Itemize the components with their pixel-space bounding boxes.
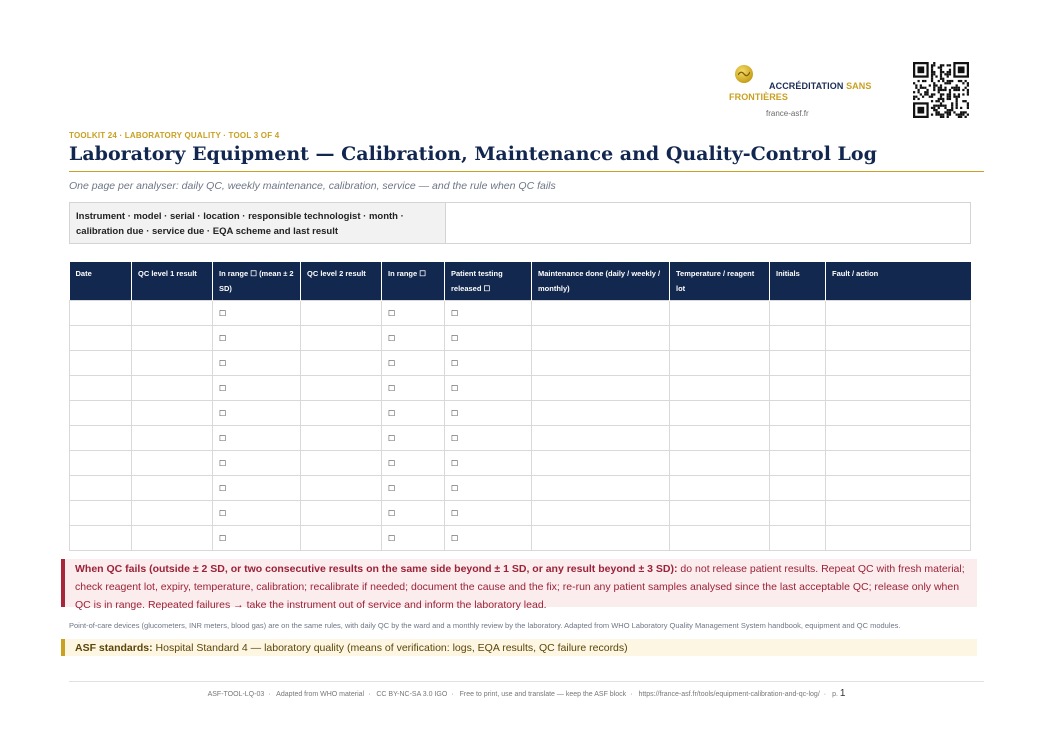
entry-cell[interactable] — [301, 326, 382, 351]
entry-cell[interactable] — [670, 526, 770, 551]
checkbox-cell[interactable]: ☐ — [382, 301, 445, 326]
entry-cell[interactable] — [670, 426, 770, 451]
entry-cell[interactable] — [670, 401, 770, 426]
checkbox-cell[interactable]: ☐ — [382, 376, 445, 401]
instrument-info-field[interactable] — [446, 203, 970, 243]
entry-cell[interactable] — [70, 301, 132, 326]
entry-cell[interactable] — [532, 376, 670, 401]
entry-cell[interactable] — [132, 501, 213, 526]
checkbox-cell[interactable]: ☐ — [445, 476, 532, 501]
column-header: Fault / action — [826, 262, 971, 301]
entry-cell[interactable] — [132, 401, 213, 426]
checkbox-cell[interactable]: ☐ — [382, 401, 445, 426]
entry-cell[interactable] — [532, 326, 670, 351]
entry-cell[interactable] — [670, 351, 770, 376]
instrument-info-box — [69, 202, 971, 244]
checkbox-cell[interactable]: ☐ — [382, 526, 445, 551]
table-row — [70, 351, 971, 376]
entry-cell[interactable] — [770, 376, 826, 401]
entry-cell[interactable] — [301, 526, 382, 551]
entry-cell[interactable] — [770, 301, 826, 326]
checkbox-cell[interactable]: ☐ — [445, 301, 532, 326]
entry-cell[interactable] — [770, 501, 826, 526]
entry-cell[interactable] — [532, 501, 670, 526]
alert-body: do not release patient results. Repeat QC with fresh material; check reagent lot, expiry, temperature, calibration; recalibrate if needed; document the cause and the fix; re-run any patient samples analysed since the last acceptable QC; release only when QC is in range. Repeated failures → take the instrument out of service and inform the laboratory lead. — [75, 563, 965, 611]
entry-cell[interactable] — [670, 326, 770, 351]
table-row — [70, 451, 971, 476]
entry-cell[interactable] — [670, 301, 770, 326]
entry-cell[interactable] — [70, 426, 132, 451]
entry-cell[interactable] — [770, 526, 826, 551]
column-header: QC level 2 result — [301, 262, 382, 301]
entry-cell[interactable] — [532, 351, 670, 376]
entry-cell[interactable] — [70, 501, 132, 526]
checkbox-cell[interactable]: ☐ — [213, 401, 301, 426]
column-header: Date — [70, 262, 132, 301]
entry-cell[interactable] — [532, 526, 670, 551]
entry-cell[interactable] — [826, 301, 971, 326]
entry-cell[interactable] — [770, 351, 826, 376]
page-footer: ASF-TOOL-LQ-03 · Adapted from WHO material · CC BY-NC-SA 3.0 IGO · Free to print, use and translate — keep the ASF block · https://france-asf.fr/tools/equipment-calibration-and-qc-log/ · p. 1 — [207, 688, 846, 699]
entry-cell[interactable] — [770, 326, 826, 351]
footer-url[interactable]: https://france-asf.fr/tools/equipment-calibration-and-qc-log/ — [638, 691, 820, 698]
entry-cell[interactable] — [532, 451, 670, 476]
alert-lead: When QC fails (outside ± 2 SD, or two consecutive results on the same side beyond ± 1 SD, or any result beyond ± 3 SD): — [75, 563, 678, 575]
checkbox-cell[interactable]: ☐ — [213, 476, 301, 501]
entry-cell[interactable] — [670, 476, 770, 501]
qr-code-icon — [913, 62, 969, 118]
checkbox-cell[interactable]: ☐ — [382, 326, 445, 351]
checkbox-cell[interactable]: ☐ — [382, 476, 445, 501]
table-header-row — [70, 262, 971, 301]
footer-adapted: Adapted from WHO material — [276, 691, 365, 698]
checkbox-cell[interactable]: ☐ — [382, 351, 445, 376]
checkbox-cell[interactable]: ☐ — [213, 376, 301, 401]
entry-cell[interactable] — [132, 526, 213, 551]
entry-cell[interactable] — [70, 326, 132, 351]
checkbox-cell[interactable]: ☐ — [445, 376, 532, 401]
brand-url: france-asf.fr — [766, 109, 809, 118]
entry-cell[interactable] — [301, 401, 382, 426]
checkbox-cell[interactable]: ☐ — [382, 501, 445, 526]
entry-cell[interactable] — [532, 476, 670, 501]
page-subtitle: One page per analyser: daily QC, weekly maintenance, calibration, service — and the rule when QC fails — [69, 180, 556, 192]
standards-text: Hospital Standard 4 — laboratory quality (means of verification: logs, EQA results, QC failure records) — [152, 642, 628, 654]
entry-cell[interactable] — [826, 326, 971, 351]
entry-cell[interactable] — [301, 376, 382, 401]
table-row — [70, 426, 971, 451]
entry-cell[interactable] — [826, 526, 971, 551]
entry-cell[interactable] — [826, 451, 971, 476]
footer-license: CC BY-NC-SA 3.0 IGO — [376, 691, 448, 698]
checkbox-cell[interactable]: ☐ — [445, 351, 532, 376]
toolkit-kicker: TOOLKIT 24 · LABORATORY QUALITY · TOOL 3 OF 4 — [69, 131, 280, 140]
entry-cell[interactable] — [70, 376, 132, 401]
qc-log-table — [69, 262, 971, 551]
table-row — [70, 501, 971, 526]
column-header: Initials — [770, 262, 826, 301]
entry-cell[interactable] — [132, 351, 213, 376]
entry-cell[interactable] — [132, 426, 213, 451]
entry-cell[interactable] — [301, 476, 382, 501]
table-row — [70, 326, 971, 351]
entry-cell[interactable] — [532, 401, 670, 426]
checkbox-cell[interactable]: ☐ — [213, 426, 301, 451]
qc-failure-alert — [61, 559, 977, 611]
entry-cell[interactable] — [670, 501, 770, 526]
entry-cell[interactable] — [132, 326, 213, 351]
entry-cell[interactable] — [826, 476, 971, 501]
checkbox-cell[interactable]: ☐ — [382, 426, 445, 451]
entry-cell[interactable] — [301, 426, 382, 451]
column-header: In range ☐ (mean ± 2 SD) — [213, 262, 301, 301]
footer-free: Free to print, use and translate — keep the ASF block — [459, 691, 627, 698]
checkbox-cell[interactable]: ☐ — [213, 326, 301, 351]
entry-cell[interactable] — [670, 376, 770, 401]
checkbox-cell[interactable]: ☐ — [445, 401, 532, 426]
entry-cell[interactable] — [301, 501, 382, 526]
asf-standards-box — [61, 639, 977, 656]
checkbox-cell[interactable]: ☐ — [213, 526, 301, 551]
entry-cell[interactable] — [132, 376, 213, 401]
entry-cell[interactable] — [132, 301, 213, 326]
entry-cell[interactable] — [670, 451, 770, 476]
footer-divider — [69, 681, 984, 682]
entry-cell[interactable] — [532, 426, 670, 451]
checkbox-cell[interactable]: ☐ — [213, 451, 301, 476]
checkbox-cell[interactable]: ☐ — [445, 326, 532, 351]
column-header: Maintenance done (daily / weekly / monthly) — [532, 262, 670, 301]
entry-cell[interactable] — [70, 451, 132, 476]
entry-cell[interactable] — [770, 476, 826, 501]
checkbox-cell[interactable]: ☐ — [445, 526, 532, 551]
page-number: 1 — [839, 688, 846, 699]
checkbox-cell[interactable]: ☐ — [213, 301, 301, 326]
checkbox-cell[interactable]: ☐ — [445, 501, 532, 526]
checkbox-cell[interactable]: ☐ — [213, 501, 301, 526]
checkbox-cell[interactable]: ☐ — [382, 451, 445, 476]
entry-cell[interactable] — [770, 401, 826, 426]
checkbox-cell[interactable]: ☐ — [213, 351, 301, 376]
instrument-info-label: Instrument · model · serial · location · responsible technologist · month · calibration due · service due · EQA scheme and last result — [70, 203, 446, 243]
entry-cell[interactable] — [826, 376, 971, 401]
entry-cell[interactable] — [301, 351, 382, 376]
entry-cell[interactable] — [301, 451, 382, 476]
title-divider — [69, 171, 984, 172]
table-row — [70, 476, 971, 501]
entry-cell[interactable] — [770, 451, 826, 476]
entry-cell[interactable] — [70, 401, 132, 426]
entry-cell[interactable] — [70, 526, 132, 551]
brand-name: ACCRÉDITATION SANS FRONTIÈRES — [729, 81, 872, 102]
entry-cell[interactable] — [70, 476, 132, 501]
table-row — [70, 401, 971, 426]
table-row — [70, 301, 971, 326]
checkbox-cell[interactable]: ☐ — [445, 451, 532, 476]
entry-cell[interactable] — [826, 401, 971, 426]
entry-cell[interactable] — [826, 351, 971, 376]
entry-cell[interactable] — [532, 301, 670, 326]
column-header: In range ☐ — [382, 262, 445, 301]
page-title: Laboratory Equipment — Calibration, Maintenance and Quality-Control Log — [69, 143, 877, 165]
checkbox-cell[interactable]: ☐ — [445, 426, 532, 451]
entry-cell[interactable] — [132, 451, 213, 476]
entry-cell[interactable] — [70, 351, 132, 376]
footer-code: ASF-TOOL-LQ-03 — [207, 691, 265, 698]
standards-label: ASF standards: — [75, 642, 153, 654]
column-header: QC level 1 result — [132, 262, 213, 301]
footer-page-label: p. — [832, 691, 838, 698]
column-header: Patient testing released ☐ — [445, 262, 532, 301]
column-header: Temperature / reagent lot — [670, 262, 770, 301]
entry-cell[interactable] — [826, 501, 971, 526]
entry-cell[interactable] — [826, 426, 971, 451]
entry-cell[interactable] — [301, 301, 382, 326]
entry-cell[interactable] — [770, 426, 826, 451]
table-row — [70, 376, 971, 401]
table-row — [70, 526, 971, 551]
poc-note: Point-of-care devices (glucometers, INR meters, blood gas) are on the same rules, with daily QC by the ward and a monthly review by the laboratory. Adapted from WHO Laboratory Quality Management System handbook, equipment and QC modules. — [69, 621, 901, 630]
entry-cell[interactable] — [132, 476, 213, 501]
